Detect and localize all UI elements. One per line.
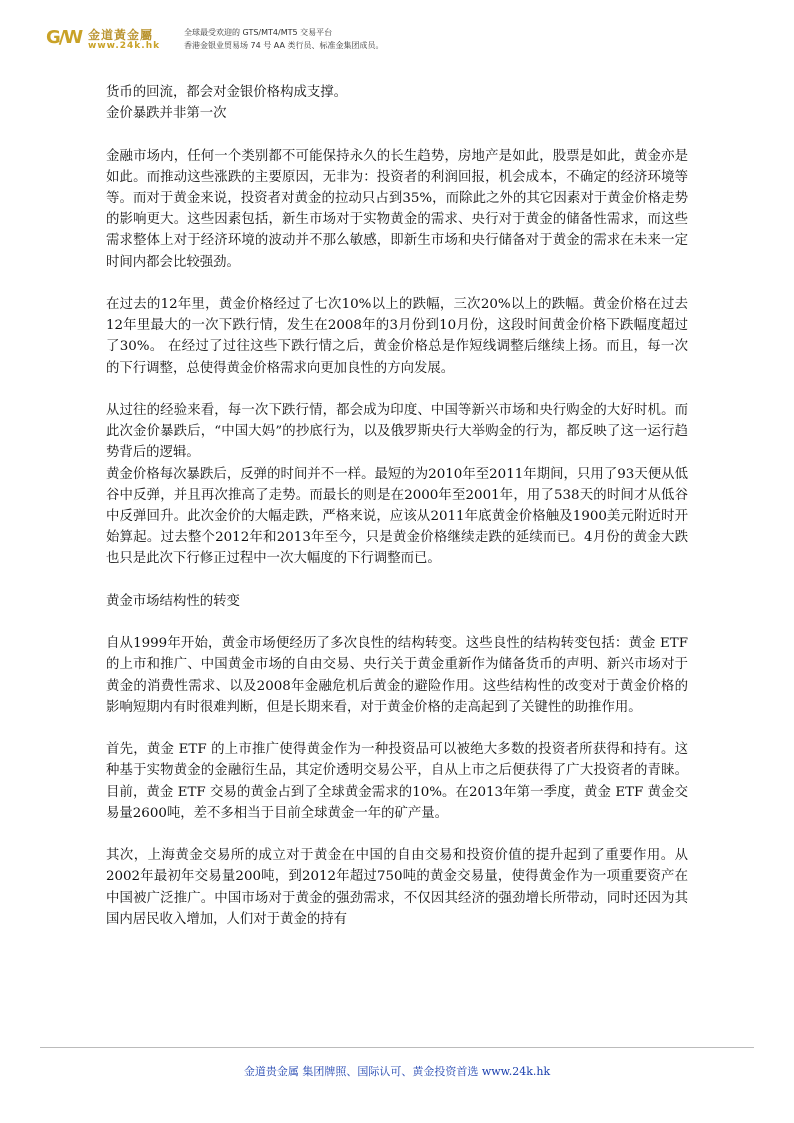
paragraph: 自从1999年开始，黄金市场便经历了多次良性的结构转变。这些良性的结构转变包括：黄金 ETF 的上市和推广、中国黄金市场的自由交易、央行关于黄金重新作为储备货币的声明、新兴市场对于黄金的消费性需求、以及2008年金融危机后黄金的避险作用。这些结构性的改变对于黄金价格的影响短期内有时很难判断，但是长期来看，对于黄金价格的走高起到了关键性的助推作用。 — [106, 636, 688, 715]
paragraph: 在过去的12年里，黄金价格经过了七次10%以上的跌幅，三次20%以上的跌幅。黄金价格在过去12年里最大的一次下跌行情，发生在2008年的3月份到10月份，这段时间黄金价格下跌幅度超过了30%。 在经过了过往这些下跌行情之后，黄金价格总是作短线调整后继续上扬。而且，每一次的下行调整，总使得黄金价格需求向更加良性的方向发展。 — [106, 297, 688, 376]
paragraph: 从过往的经验来看，每一次下跌行情，都会成为印度、中国等新兴市场和央行购金的大好时机。而此次金价暴跌后，“中国大妈”的抄底行为，以及俄罗斯央行大举购金的行为，都反映了这一运行趋势背后的逻辑。 — [106, 403, 688, 461]
paragraph: 其次，上海黄金交易所的成立对于黄金在中国的自由交易和投资价值的提升起到了重要作用。从2002年最初年交易量200吨，到2012年超过750吨的黄金交易量，使得黄金作为一项重要资产在中国被广泛推广。中国市场对于黄金的强劲需求，不仅因其经济的强劲增长所带动，同时还因为其国内居民收入增加，人们对于黄金的持有 — [106, 848, 688, 927]
header-tagline-2: 香港金银业贸易场 74 号 AA 类行员、标准金集团成员。 — [184, 41, 384, 50]
paragraph: 黄金价格每次暴跌后，反弹的时间并不一样。最短的为2010年至2011年期间，只用了93天便从低谷中反弹，并且再次推高了走势。而最长的则是在2000年至2001年，用了538天的时间才从低谷中反弹回升。此次金价的大幅走跌，严格来说，应该从2011年底黄金价格触及1900美元附近时开始算起。过去整个2012年和2013年至今，只是黄金价格继续走跌的延续而已。4月份的黄金大跌也只是此次下行修正过程中一次大幅度的下行调整而已。 — [106, 466, 688, 567]
company-name: 金道黃金屬 — [88, 28, 154, 42]
paragraph: 货币的回流，都会对金银价格构成支撑。 — [106, 85, 348, 100]
paragraph: 金融市场内，任何一个类别都不可能保持永久的长生趋势，房地产是如此，股票是如此，黄金亦是如此。而推动这些涨跌的主要原因，无非为：投资者的利润回报，机会成本，不确定的经济环境等等。而对于黄金来说，投资者对黄金的拉动只占到35%，而除此之外的其它因素对于黄金价格走势的影响更大。这些因素包括，新生市场对于实物黄金的需求、央行对于黄金的储备性需求，而这些需求整体上对于经济环境的波动并不那么敏感，即新生市场和央行储备对于黄金的需求在未来一定时间内都会比较强劲。 — [106, 148, 688, 270]
company-url: www.24k.hk — [88, 41, 161, 51]
company-logo-icon: G/W — [46, 27, 82, 48]
page-header — [46, 26, 546, 52]
header-tagline-1: 全球最受欢迎的 GTS/MT4/MT5 交易平台 — [184, 28, 333, 37]
footer-divider — [40, 1047, 754, 1048]
section-heading: 金价暴跌并非第一次 — [106, 106, 227, 122]
page-footer: 金道贵金属 集团牌照、国际认可、黄金投资首选 www.24k.hk — [243, 1065, 551, 1078]
section-heading: 黄金市场结构性的转变 — [106, 593, 240, 609]
paragraph: 首先，黄金 ETF 的上市推广使得黄金作为一种投资品可以被绝大多数的投资者所获得和持有。这种基于实物黄金的金融衍生品，其定价透明交易公平，自从上市之后便获得了广大投资者的青睐。目前，黄金 ETF 交易的黄金占到了全球黄金需求的10%。在2013年第一季度，黄金 ETF 黄金交易量2600吨，差不多相当于目前全球黄金一年的矿产量。 — [106, 742, 688, 821]
document-body — [106, 82, 688, 930]
